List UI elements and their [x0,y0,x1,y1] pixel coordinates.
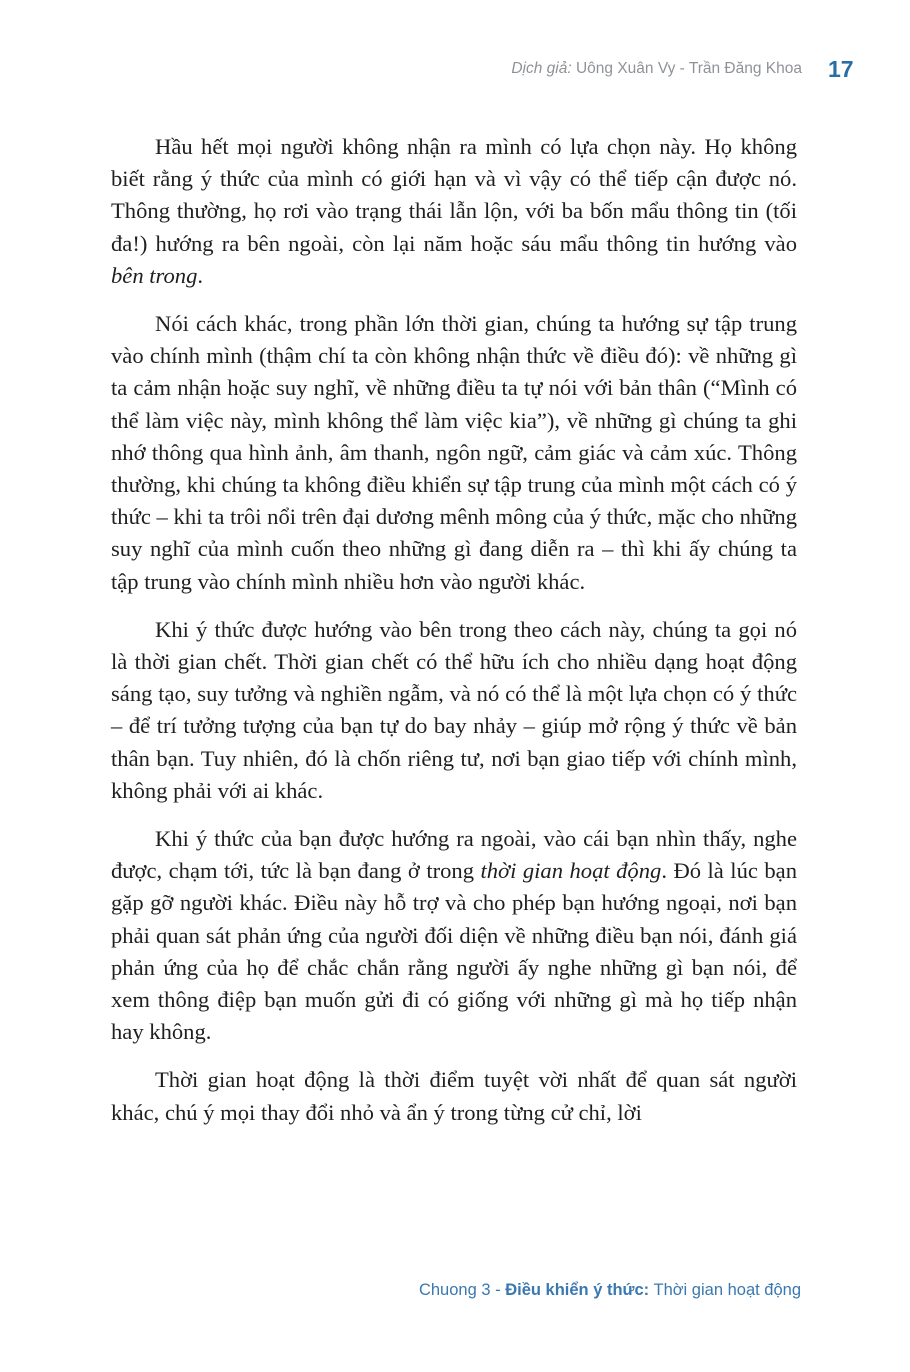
translator-names: Uông Xuân Vy - Trần Đăng Khoa [575,60,802,77]
chapter-title-bold: Điều khiển ý thức: [505,1281,650,1299]
paragraph-3: Khi ý thức được hướng vào bên trong theo cách này, chúng ta gọi nó là thời gian chết. Thời gian chết có thể hữu ích cho nhiều dạng hoạt động sáng tạo, suy tưởng và nghiền ngẫm, và nó có thể là một lựa chọn có ý thức – để trí tưởng tượng của bạn tự do bay nhảy – giúp mở rộng ý thức về bản thân bạn. Tuy nhiên, đó là chốn riêng tư, nơi bạn giao tiếp với chính mình, không phải với ai khác. [111,616,797,803]
page-number: 17 [828,56,854,82]
chapter-title: Thời gian hoạt động [653,1281,801,1299]
emphasis: bên trong [111,262,198,288]
emphasis: thời gian hoạt động [480,858,662,884]
paragraph-1: Hầu hết mọi người không nhận ra mình có lựa chọn này. Họ không biết rằng ý thức của mình có giới hạn và vì vậy có thể tiếp cận được nó. Thông thường, họ rơi vào trạng thái lẫn lộn, với ba bốn mẩu thông tin (tối đa!) hướng ra bên ngoài, còn lại năm hoặc sáu mẩu thông tin hướng vào bên trong. [111,134,797,288]
paragraph-5: Thời gian hoạt động là thời điểm tuyệt vời nhất để quan sát người khác, chú ý mọi thay đổi nhỏ và ẩn ý trong từng cử chỉ, lời [111,1067,797,1125]
body-text [111,131,797,1145]
translator-label: Dịch giả: [511,60,572,77]
running-footer [419,1281,801,1300]
running-header [511,56,854,82]
paragraph-2: Nói cách khác, trong phần lớn thời gian, chúng ta hướng sự tập trung vào chính mình (thậm chí ta còn không nhận thức về điều đó): về những gì ta cảm nhận hoặc suy nghĩ, về những điều ta tự nói với bản thân (“Mình có thể làm việc này, mình không thể làm việc kia”), về những gì chúng ta ghi nhớ thông qua hình ảnh, âm thanh, ngôn ngữ, cảm giác và cảm xúc. Thông thường, khi chúng ta không điều khiển sự tập trung của mình một cách có ý thức – khi ta trôi nổi trên đại dương mênh mông của ý thức, mặc cho những suy nghĩ của mình cuốn theo những gì đang diễn ra – thì khi ấy chúng ta tập trung vào chính mình nhiều hơn vào người khác. [111,311,797,594]
paragraph-4: Khi ý thức của bạn được hướng ra ngoài, vào cái bạn nhìn thấy, nghe được, chạm tới, tức là bạn đang ở trong thời gian hoạt động. Đó là lúc bạn gặp gỡ người khác. Điều này hỗ trợ và cho phép bạn hướng ngoại, nơi bạn phải quan sát phản ứng của người đối diện về những điều bạn nói, đánh giá phản ứng của họ để chắc chắn rằng người ấy nghe những gì bạn nói, để xem thông điệp bạn muốn gửi đi có giống với những gì mà họ tiếp nhận hay không. [111,826,797,1045]
chapter-label: Chuong 3 - [418,1281,501,1299]
